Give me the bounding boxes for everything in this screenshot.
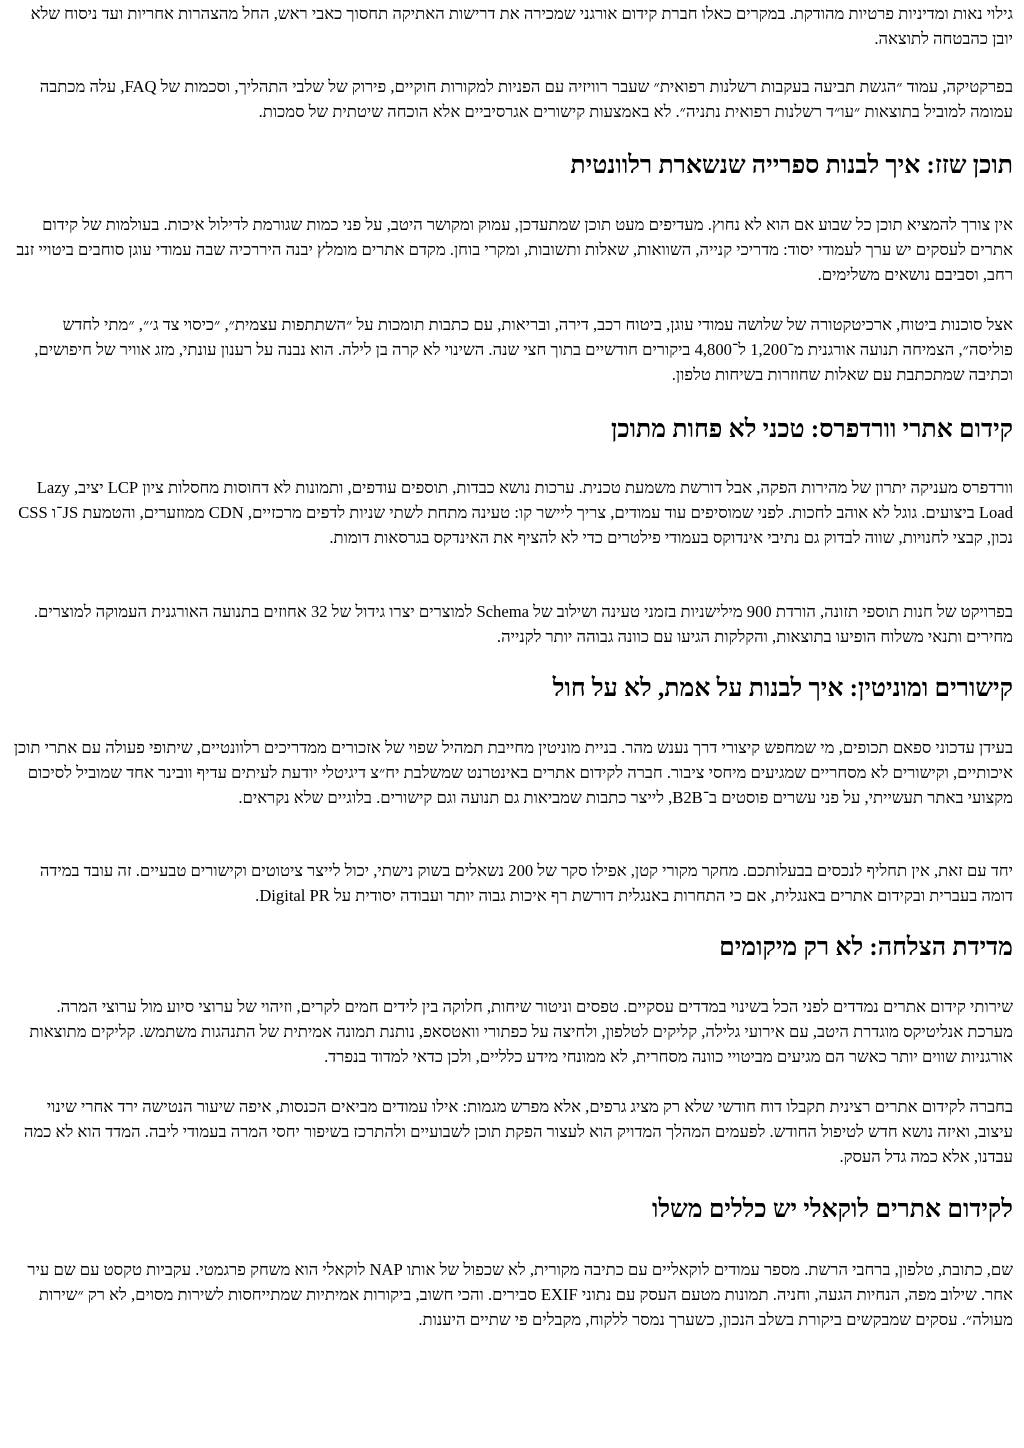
paragraph-supplements-example: בפרויקט של חנות תוספי תזונה, הורדת 900 מילישניות בזמני טעינה ושילוב של Schema למוצרים יצרו גידול של 32 אחוזים בתנועה האורגנית העמוקה למוצרים. מחירים ותנאי משלוח הופיעו בתוצאות, והקלקות הגיעו עם כוונה גבוהה יותר לקנייה. [33, 602, 1013, 646]
heading-links-reputation: קישורים ומוניטין: איך לבנות על אמת, לא על חול [552, 675, 1013, 702]
paragraph-local-seo: שם, כתובת, טלפון, ברחבי הרשת. מספר עמודים לוקאליים עם כתיבה מקורית, לא שכפול של אותו NAP לוקאלי הוא משחק פרגמטי. עקביות טקסט עם שם עיר אחר. שילוב מפה, הנחיות הגעה, וחניה. תמונות מטעם העסק עם נתוני EXIF סבירים. והכי חשוב, ביקורות אמיתיות שמתייחסות לשירות מסוים, לא רק ״שירות מעולה״. עסקים שמבקשים ביקורת בשלב הנכון, כשערך נמסר ללקוח, מקבלים פי שתיים היענות. [27, 1260, 1013, 1329]
heading-content-library: תוכן שזז: איך לבנות ספרייה שנשארת רלוונטית [570, 152, 1013, 179]
paragraph-wordpress-technical: וורדפרס מעניקה יתרון של מהירות הפקה, אבל דורשת משמעת טכנית. ערכות נושא כבדות, תוספים עודפים, ותמונות לא דחוסות מחסלות ציון LCP יציב, Lazy Load ביצועים. גוגל לא אוהב לחכות. לפני שמוסיפים עוד עמודים, צריך ליישר קו: טעינה מתחת לשתי שניות לדפים מרכזיים, CDN ממוזערים, והטמעת JS־ו CSS נכון, קבצי לחנויות, שווה לבדוק גם נתיבי אינדוקס בעמודי פילטרים כדי לא להציף את האינדקס בגרסאות דומות. [18, 478, 1013, 547]
heading-local-seo: לקידום אתרים לוקאלי יש כללים משלו [651, 1196, 1013, 1223]
paragraph-monthly-report: בחברה לקידום אתרים רצינית תקבלו דוח חודשי שלא רק מציג גרפים, אלא מפרש מגמות: אילו עמודים מביאים הכנסות, איפה שיעור הנטישה ירד אחרי שינוי עיצוב, ואיזה נושא חדש לטיפול החודש. לפעמים המהלך המדויק הוא לעצור הפקת תוכן לשבועיים ולהתרכז בשיפור יחסי המרה בעמודי ליבה. המדד הוא לא כמה עבדנו, אלא כמה גדל העסק. [23, 1097, 1013, 1166]
paragraph-malpractice-example: בפרקטיקה, עמוד ״הגשת תביעה בעקבות רשלנות רפואית״ שעבר רוויזיה עם הפניות למקורות חוקיים, פירוק של שלבי התהליך, וסכמות של FAQ, עלה מכתבה עמומה למוביל בתוצאות ״עו״ד רשלנות רפואית נתניה״. לא באמצעות קישורים אגרסיביים אלא הוכחה שיטתית של סמכות. [39, 77, 1013, 121]
paragraph-analytics: שירותי קידום אתרים נמדדים לפני הכל בשינוי במדדים עסקיים. טפסים וניטור שיחות, חלוקה בין לידים חמים לקרים, וזיהוי של ערוצי סיוע מול ערוצי המרה. מערכת אנליטיקס מוגדרת היטב, עם אירועי גלילה, קליקים לטלפון, ולחיצה על כפתורי וואטסאפ, נותנת תמונה אמיתית של התנהגות משתמש. קליקים מתוצאות אורגניות שווים יותר כאשר הם מגיעים מביטויי כוונה מסחרית, לא ממונחי מידע כלליים, ולכן כדאי למדוד בנפרד. [29, 997, 1013, 1066]
paragraph-owned-assets: יחד עם זאת, אין תחליף לנכסים בבעלותכם. מחקר מקורי קטן, אפילו סקר של 200 נשאלים בשוק נישתי, יכול לייצר ציטוטים וקישורים טבעיים. זה עובד במידה דומה בעברית ובקידום אתרים באנגלית, אם כי התחרות באנגלית דורשת רף איכות גבוה יותר ועבודה יסודית על Digital PR. [39, 861, 1013, 905]
paragraph-disclosure: גילוי נאות ומדיניות פרטיות מהודקת. במקרים כאלו חברת קידום אורגני שמכירה את דרישות האתיקה תחסוך כאבי ראש, החל מהצהרות אחריות ועד ניסוח שלא יובן כהבטחה לתוצאה. [30, 4, 1013, 48]
paragraph-insurance-example: אצל סוכנות ביטוח, ארכיטקטורה של שלושה עמודי עוגן, ביטוח רכב, דירה, ובריאות, עם כתבות תומכות על ״השתתפות עצמית״, ״כיסוי צד ג׳״, ״מתי לחדש פוליסה״, הצמיחה תנועה אורגנית מ־1,200 ל־4,800 ביקורים חודשיים בתוך חצי שנה. השינוי לא קרה בן לילה. הוא נבנה על רענון עונתי, מזג אוויר של חיפושים, וכתיבה שמתכתבת עם שאלות שחוזרות בשיחות טלפון. [34, 315, 1013, 384]
paragraph-link-building: בעידן עדכוני ספאם תכופים, מי שמחפש קיצורי דרך נענש מהר. בניית מוניטין מחייבת תמהיל שפוי של אזכורים ממדריכים רלוונטיים, שיתופי פעולה עם אתרי תוכן איכותיים, וקישורים לא מסחריים שמגיעים מיחסי ציבור. חברה לקידום אתרים באינטרנט שמשלבת יח״צ דיגיטלי יודעת לעיתים עדיף וובינר אחד שמוביל לסיכום מקצועי באתר תעשייתי, על פני עשרים פוסטים ב־B2B, לייצר כתבות שמביאות גם תנועה וגם קישורים. בלוגיים שלא נקראים. [13, 738, 1013, 807]
paragraph-content-strategy: אין צורך להמציא תוכן כל שבוע אם הוא לא נחוץ. מעדיפים מעט תוכן שמתעדכן, עמוק ומקושר היטב, על פני כמות שגורמת לדילול איכות. בעולמות של קידום אתרים לעסקים יש ערך לעמודי יסוד: מדריכי קנייה, השוואות, שאלות ותשובות, ומקרי בוחן. מקדם אתרים מומלץ יבנה היררכיה שבה עמודי עוגן סוחבים ביטויי זנב רחב, וסביבם נושאים משלימים. [16, 215, 1013, 284]
heading-wordpress-seo: קידום אתרי וורדפרס: טכני לא פחות מתוכן [611, 416, 1013, 443]
heading-measuring-success: מדידת הצלחה: לא רק מיקומים [719, 934, 1013, 961]
